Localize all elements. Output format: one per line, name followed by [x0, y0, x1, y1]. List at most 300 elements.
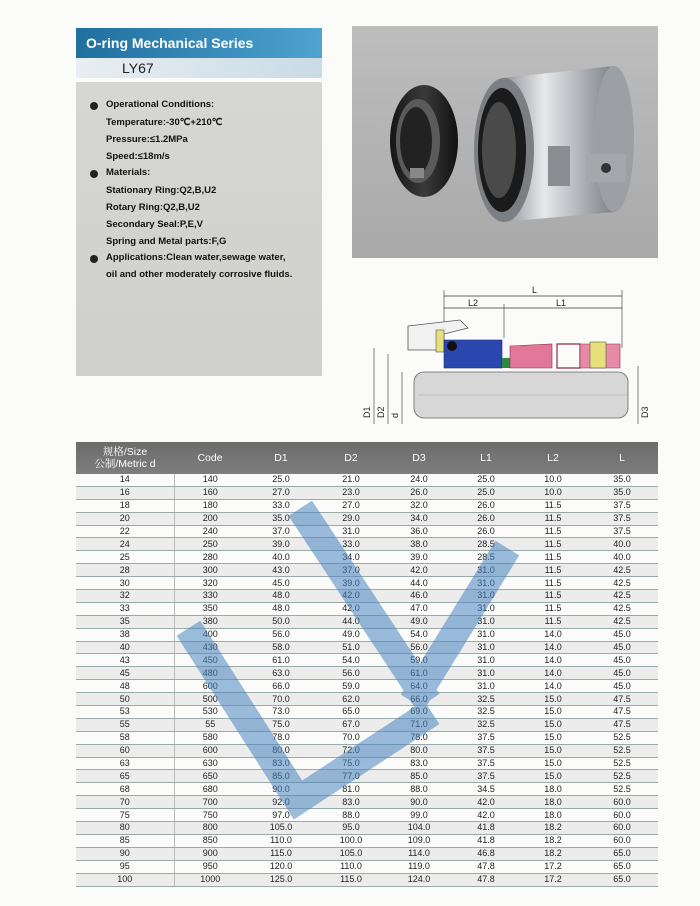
table-cell: 60.0 — [586, 822, 658, 835]
table-cell: 160 — [174, 486, 246, 499]
table-cell: 32 — [76, 590, 174, 603]
table-cell: 600 — [174, 744, 246, 757]
secondary-seal-spec: Secondary Seal:P,E,V — [106, 219, 203, 230]
table-cell: 80 — [76, 822, 174, 835]
table-cell: 52.5 — [586, 757, 658, 770]
applications-line-2: oil and other moderately corrosive fluids. — [106, 269, 293, 280]
table-cell: 59.0 — [386, 654, 452, 667]
table-cell: 100 — [76, 873, 174, 886]
table-row — [76, 551, 658, 564]
table-cell: 37.0 — [316, 564, 386, 577]
model-number: LY67 — [76, 58, 322, 78]
table-cell: 66.0 — [386, 693, 452, 706]
table-cell: 65 — [76, 770, 174, 783]
table-cell: 45 — [76, 667, 174, 680]
table-row — [76, 770, 658, 783]
table-cell: 300 — [174, 564, 246, 577]
table-cell: 78.0 — [246, 731, 316, 744]
table-cell: 52.5 — [586, 731, 658, 744]
table-cell: 21.0 — [316, 474, 386, 486]
table-cell: 11.5 — [520, 577, 586, 590]
table-cell: 47.5 — [586, 693, 658, 706]
table-cell: 16 — [76, 486, 174, 499]
table-cell: 27.0 — [246, 486, 316, 499]
table-cell: 90.0 — [246, 783, 316, 796]
table-cell: 42.0 — [452, 809, 520, 822]
table-cell: 31.0 — [316, 525, 386, 538]
table-row — [76, 718, 658, 731]
table-row — [76, 796, 658, 809]
dim-label-L1: L1 — [556, 298, 567, 308]
table-row — [76, 731, 658, 744]
table-cell: 28.5 — [452, 538, 520, 551]
table-cell: 26.0 — [452, 525, 520, 538]
table-cell: 31.0 — [452, 641, 520, 654]
table-cell: 70.0 — [316, 731, 386, 744]
table-cell: 69.0 — [386, 706, 452, 719]
table-cell: 67.0 — [316, 718, 386, 731]
column-header: L2 — [520, 442, 586, 474]
table-cell: 630 — [174, 757, 246, 770]
table-cell: 125.0 — [246, 873, 316, 886]
table-cell: 55 — [174, 718, 246, 731]
table-cell: 105.0 — [316, 847, 386, 860]
table-cell: 31.0 — [452, 628, 520, 641]
table-cell: 99.0 — [386, 809, 452, 822]
table-cell: 52.5 — [586, 744, 658, 757]
table-cell: 27.0 — [316, 499, 386, 512]
table-cell: 25 — [76, 551, 174, 564]
table-cell: 34.0 — [316, 551, 386, 564]
table-cell: 800 — [174, 822, 246, 835]
table-row — [76, 822, 658, 835]
table-cell: 500 — [174, 693, 246, 706]
stationary-ring-spec: Stationary Ring:Q2,B,U2 — [106, 185, 217, 196]
table-row — [76, 538, 658, 551]
table-row — [76, 474, 658, 486]
table-cell: 35.0 — [586, 486, 658, 499]
table-row — [76, 564, 658, 577]
table-cell: 240 — [174, 525, 246, 538]
table-cell: 35.0 — [586, 474, 658, 486]
table-cell: 580 — [174, 731, 246, 744]
column-header: D3 — [386, 442, 452, 474]
table-cell: 54.0 — [386, 628, 452, 641]
dim-label-D3: D3 — [640, 406, 650, 418]
table-cell: 15.0 — [520, 744, 586, 757]
dimension-table — [76, 442, 658, 887]
table-cell: 124.0 — [386, 873, 452, 886]
table-cell: 26.0 — [452, 512, 520, 525]
specification-panel — [76, 82, 322, 376]
table-cell: 63.0 — [246, 667, 316, 680]
spring-metal-spec: Spring and Metal parts:F,G — [106, 236, 227, 247]
table-cell: 32.5 — [452, 693, 520, 706]
table-cell: 41.8 — [452, 822, 520, 835]
table-cell: 92.0 — [246, 796, 316, 809]
table-row — [76, 706, 658, 719]
table-cell: 32.5 — [452, 718, 520, 731]
table-cell: 95 — [76, 860, 174, 873]
table-body — [76, 474, 658, 886]
table-cell: 37.5 — [452, 744, 520, 757]
product-photo — [352, 26, 658, 258]
technical-drawing — [352, 268, 658, 428]
table-cell: 72.0 — [316, 744, 386, 757]
table-cell: 48.0 — [246, 590, 316, 603]
table-cell: 58 — [76, 731, 174, 744]
dim-label-d: d — [390, 412, 400, 418]
table-cell: 45.0 — [586, 680, 658, 693]
table-cell: 430 — [174, 641, 246, 654]
table-cell: 36.0 — [386, 525, 452, 538]
size-table — [76, 442, 658, 887]
table-header-row — [76, 442, 658, 474]
table-cell: 115.0 — [246, 847, 316, 860]
table-cell: 44.0 — [316, 615, 386, 628]
rotary-ring-spec: Rotary Ring:Q2,B,U2 — [106, 202, 200, 213]
table-cell: 42.0 — [316, 602, 386, 615]
table-cell: 120.0 — [246, 860, 316, 873]
table-cell: 450 — [174, 654, 246, 667]
table-cell: 42.0 — [452, 796, 520, 809]
table-row — [76, 667, 658, 680]
operational-heading: Operational Conditions: — [106, 99, 215, 110]
table-cell: 45.0 — [246, 577, 316, 590]
table-cell: 320 — [174, 577, 246, 590]
mechanical-seal-illustration — [352, 26, 658, 258]
table-cell: 80.0 — [386, 744, 452, 757]
table-cell: 32.5 — [452, 706, 520, 719]
table-cell: 18.2 — [520, 834, 586, 847]
table-cell: 17.2 — [520, 860, 586, 873]
table-cell: 14.0 — [520, 654, 586, 667]
table-cell: 56.0 — [386, 641, 452, 654]
bullet-icon — [90, 170, 98, 178]
table-cell: 56.0 — [246, 628, 316, 641]
table-cell: 60.0 — [586, 834, 658, 847]
table-row — [76, 744, 658, 757]
table-cell: 180 — [174, 499, 246, 512]
table-cell: 39.0 — [386, 551, 452, 564]
table-row — [76, 641, 658, 654]
table-row — [76, 628, 658, 641]
table-cell: 15.0 — [520, 718, 586, 731]
table-cell: 62.0 — [316, 693, 386, 706]
table-cell: 45.0 — [586, 667, 658, 680]
table-cell: 31.0 — [452, 667, 520, 680]
table-cell: 42.5 — [586, 577, 658, 590]
table-cell: 18.2 — [520, 822, 586, 835]
table-cell: 115.0 — [316, 873, 386, 886]
table-cell: 26.0 — [452, 499, 520, 512]
table-cell: 52.5 — [586, 770, 658, 783]
table-cell: 11.5 — [520, 564, 586, 577]
table-cell: 90 — [76, 847, 174, 860]
table-cell: 25.0 — [452, 474, 520, 486]
table-cell: 110.0 — [246, 834, 316, 847]
table-cell: 15.0 — [520, 706, 586, 719]
table-cell: 85.0 — [246, 770, 316, 783]
table-cell: 380 — [174, 615, 246, 628]
table-cell: 400 — [174, 628, 246, 641]
table-cell: 114.0 — [386, 847, 452, 860]
table-cell: 11.5 — [520, 525, 586, 538]
table-row — [76, 577, 658, 590]
table-cell: 37.0 — [246, 525, 316, 538]
table-cell: 48.0 — [246, 602, 316, 615]
temperature-spec: Temperature:-30℃+210℃ — [106, 117, 223, 128]
dim-label-L2: L2 — [468, 298, 479, 308]
cross-section-diagram — [352, 268, 658, 428]
table-cell: 42.5 — [586, 602, 658, 615]
table-cell: 65.0 — [316, 706, 386, 719]
table-cell: 11.5 — [520, 538, 586, 551]
bullet-icon — [90, 255, 98, 263]
table-cell: 350 — [174, 602, 246, 615]
table-cell: 81.0 — [316, 783, 386, 796]
table-row — [76, 783, 658, 796]
table-cell: 14.0 — [520, 680, 586, 693]
table-cell: 88.0 — [386, 783, 452, 796]
table-cell: 59.0 — [316, 680, 386, 693]
table-cell: 45.0 — [586, 641, 658, 654]
table-cell: 65.0 — [586, 873, 658, 886]
table-cell: 15.0 — [520, 757, 586, 770]
table-cell: 47.8 — [452, 873, 520, 886]
table-cell: 31.0 — [452, 590, 520, 603]
table-cell: 30 — [76, 577, 174, 590]
table-cell: 66.0 — [246, 680, 316, 693]
table-cell: 18.2 — [520, 847, 586, 860]
table-cell: 47.5 — [586, 706, 658, 719]
table-cell: 49.0 — [316, 628, 386, 641]
table-cell: 37.5 — [452, 757, 520, 770]
series-title-block — [76, 28, 322, 78]
series-title: O-ring Mechanical Series — [76, 28, 322, 58]
table-cell: 15.0 — [520, 770, 586, 783]
dim-label-D2: D2 — [376, 406, 386, 418]
table-cell: 10.0 — [520, 474, 586, 486]
dim-label-D1: D1 — [362, 406, 372, 418]
column-header: Code — [174, 442, 246, 474]
table-row — [76, 590, 658, 603]
table-cell: 26.0 — [386, 486, 452, 499]
table-row — [76, 512, 658, 525]
table-cell: 680 — [174, 783, 246, 796]
table-cell: 65.0 — [586, 847, 658, 860]
table-cell: 60.0 — [586, 796, 658, 809]
table-cell: 14.0 — [520, 628, 586, 641]
table-cell: 31.0 — [452, 680, 520, 693]
table-cell: 52.5 — [586, 783, 658, 796]
table-cell: 18.0 — [520, 796, 586, 809]
materials-heading: Materials: — [106, 167, 151, 178]
table-cell: 100.0 — [316, 834, 386, 847]
table-cell: 37.5 — [586, 499, 658, 512]
table-cell: 75 — [76, 809, 174, 822]
table-cell: 34.0 — [386, 512, 452, 525]
table-cell: 65.0 — [586, 860, 658, 873]
table-cell: 600 — [174, 680, 246, 693]
table-cell: 650 — [174, 770, 246, 783]
table-cell: 330 — [174, 590, 246, 603]
table-cell: 40.0 — [586, 551, 658, 564]
table-cell: 34.5 — [452, 783, 520, 796]
table-cell: 31.0 — [452, 577, 520, 590]
table-row — [76, 615, 658, 628]
table-cell: 20 — [76, 512, 174, 525]
table-cell: 83.0 — [386, 757, 452, 770]
table-cell: 83.0 — [246, 757, 316, 770]
table-cell: 11.5 — [520, 551, 586, 564]
table-cell: 85.0 — [386, 770, 452, 783]
table-cell: 60 — [76, 744, 174, 757]
table-cell: 750 — [174, 809, 246, 822]
table-cell: 63 — [76, 757, 174, 770]
table-cell: 11.5 — [520, 615, 586, 628]
table-cell: 14 — [76, 474, 174, 486]
table-cell: 250 — [174, 538, 246, 551]
table-cell: 18.0 — [520, 783, 586, 796]
table-cell: 31.0 — [452, 602, 520, 615]
table-cell: 43 — [76, 654, 174, 667]
table-cell: 47.5 — [586, 718, 658, 731]
table-cell: 10.0 — [520, 486, 586, 499]
table-cell: 110.0 — [316, 860, 386, 873]
column-header: L1 — [452, 442, 520, 474]
table-row — [76, 680, 658, 693]
table-cell: 85 — [76, 834, 174, 847]
table-cell: 50 — [76, 693, 174, 706]
column-header: D1 — [246, 442, 316, 474]
table-cell: 37.5 — [586, 512, 658, 525]
table-cell: 53 — [76, 706, 174, 719]
table-cell: 73.0 — [246, 706, 316, 719]
table-cell: 40.0 — [246, 551, 316, 564]
table-cell: 47.0 — [386, 602, 452, 615]
table-row — [76, 757, 658, 770]
table-row — [76, 860, 658, 873]
column-header: D2 — [316, 442, 386, 474]
table-cell: 35.0 — [246, 512, 316, 525]
table-cell: 22 — [76, 525, 174, 538]
table-cell: 23.0 — [316, 486, 386, 499]
table-cell: 530 — [174, 706, 246, 719]
table-cell: 42.5 — [586, 564, 658, 577]
table-cell: 47.8 — [452, 860, 520, 873]
table-cell: 40 — [76, 641, 174, 654]
table-cell: 42.0 — [386, 564, 452, 577]
table-cell: 25.0 — [246, 474, 316, 486]
table-cell: 39.0 — [316, 577, 386, 590]
table-cell: 80.0 — [246, 744, 316, 757]
table-cell: 32.0 — [386, 499, 452, 512]
table-cell: 280 — [174, 551, 246, 564]
table-cell: 78.0 — [386, 731, 452, 744]
table-row — [76, 693, 658, 706]
table-cell: 41.8 — [452, 834, 520, 847]
table-cell: 11.5 — [520, 499, 586, 512]
table-cell: 24.0 — [386, 474, 452, 486]
table-cell: 50.0 — [246, 615, 316, 628]
table-cell: 119.0 — [386, 860, 452, 873]
table-cell: 70.0 — [246, 693, 316, 706]
table-cell: 44.0 — [386, 577, 452, 590]
table-cell: 42.5 — [586, 615, 658, 628]
table-cell: 38.0 — [386, 538, 452, 551]
table-cell: 64.0 — [386, 680, 452, 693]
table-cell: 140 — [174, 474, 246, 486]
table-cell: 104.0 — [386, 822, 452, 835]
table-cell: 61.0 — [386, 667, 452, 680]
table-cell: 33.0 — [246, 499, 316, 512]
applications-line-1: Applications:Clean water,sewage water, — [106, 252, 286, 263]
table-cell: 33 — [76, 602, 174, 615]
table-cell: 83.0 — [316, 796, 386, 809]
table-cell: 105.0 — [246, 822, 316, 835]
table-cell: 51.0 — [316, 641, 386, 654]
table-cell: 850 — [174, 834, 246, 847]
table-cell: 37.5 — [452, 731, 520, 744]
table-row — [76, 499, 658, 512]
table-cell: 200 — [174, 512, 246, 525]
table-cell: 109.0 — [386, 834, 452, 847]
table-cell: 48 — [76, 680, 174, 693]
table-row — [76, 654, 658, 667]
table-row — [76, 834, 658, 847]
table-cell: 75.0 — [316, 757, 386, 770]
table-cell: 33.0 — [316, 538, 386, 551]
table-cell: 45.0 — [586, 654, 658, 667]
table-cell: 31.0 — [452, 564, 520, 577]
dim-label-L: L — [532, 285, 538, 295]
table-cell: 45.0 — [586, 628, 658, 641]
table-cell: 43.0 — [246, 564, 316, 577]
table-cell: 15.0 — [520, 693, 586, 706]
table-cell: 28 — [76, 564, 174, 577]
table-cell: 18 — [76, 499, 174, 512]
table-cell: 49.0 — [386, 615, 452, 628]
table-row — [76, 847, 658, 860]
table-cell: 18.0 — [520, 809, 586, 822]
table-cell: 29.0 — [316, 512, 386, 525]
table-cell: 25.0 — [452, 486, 520, 499]
table-cell: 46.0 — [386, 590, 452, 603]
speed-spec: Speed:≤18m/s — [106, 151, 170, 162]
table-row — [76, 525, 658, 538]
column-header: 规格/Size 公制/Metric d — [76, 442, 174, 474]
table-cell: 97.0 — [246, 809, 316, 822]
table-cell: 700 — [174, 796, 246, 809]
table-cell: 38 — [76, 628, 174, 641]
table-cell: 90.0 — [386, 796, 452, 809]
table-cell: 71.0 — [386, 718, 452, 731]
table-cell: 17.2 — [520, 873, 586, 886]
table-cell: 35 — [76, 615, 174, 628]
table-cell: 75.0 — [246, 718, 316, 731]
table-cell: 900 — [174, 847, 246, 860]
table-cell: 60.0 — [586, 809, 658, 822]
table-cell: 77.0 — [316, 770, 386, 783]
table-cell: 11.5 — [520, 602, 586, 615]
table-row — [76, 486, 658, 499]
table-cell: 1000 — [174, 873, 246, 886]
table-cell: 55 — [76, 718, 174, 731]
table-cell: 40.0 — [586, 538, 658, 551]
table-cell: 42.0 — [316, 590, 386, 603]
table-cell: 28.5 — [452, 551, 520, 564]
